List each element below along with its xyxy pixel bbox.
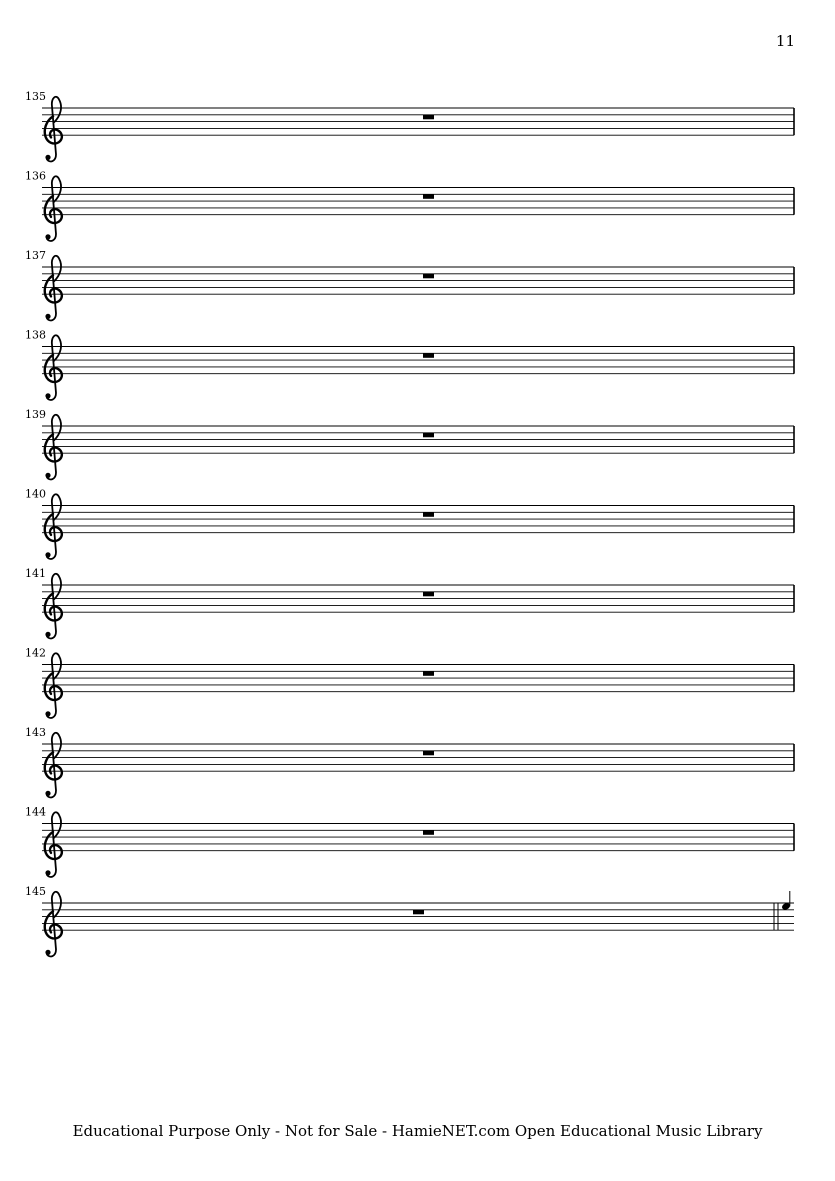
measure-number: 136 (25, 169, 46, 183)
whole-rest-icon (423, 433, 434, 438)
staff-lines (42, 347, 794, 374)
staff-system (25, 249, 794, 320)
treble-clef-icon (45, 812, 62, 877)
measure-number: 144 (25, 805, 46, 819)
whole-rest-icon (423, 274, 434, 279)
treble-clef-icon (45, 494, 62, 559)
whole-rest-icon (423, 194, 434, 199)
measure-number: 135 (25, 90, 46, 103)
treble-clef-icon (45, 653, 62, 718)
staff-lines (42, 426, 794, 453)
staff-lines (42, 188, 794, 215)
whole-rest-icon (423, 512, 434, 517)
treble-clef-icon (45, 733, 62, 798)
measure-number: 138 (25, 328, 46, 342)
staff-system (25, 408, 794, 479)
staff-lines (42, 267, 794, 294)
measure-number: 143 (25, 726, 46, 739)
treble-clef-icon (45, 256, 62, 321)
staff-lines (42, 665, 794, 692)
page-number: 11 (775, 32, 795, 50)
staff-lines (42, 585, 794, 612)
treble-clef-icon (45, 176, 62, 241)
whole-rest-icon (423, 115, 434, 120)
staff-system (25, 90, 794, 161)
whole-rest-icon (413, 910, 424, 915)
staff-system (25, 885, 794, 956)
staff-system (25, 488, 794, 559)
whole-rest-icon (423, 830, 434, 835)
whole-rest-icon (423, 353, 434, 358)
measure-number: 145 (25, 885, 46, 898)
staff-system (25, 647, 794, 718)
footer-text: Educational Purpose Only - Not for Sale - HamieNET.com Open Educational Music Library (72, 1122, 763, 1140)
whole-rest-icon (423, 671, 434, 676)
staff-lines (42, 903, 794, 930)
staff-lines (42, 824, 794, 851)
whole-rest-icon (423, 592, 434, 597)
staff-system (25, 806, 794, 877)
measure-number: 140 (25, 487, 46, 501)
whole-rest-icon (423, 751, 434, 756)
measure-number: 137 (25, 249, 46, 262)
treble-clef-icon (45, 97, 62, 162)
staff-lines (42, 506, 794, 533)
measure-number: 141 (25, 567, 46, 580)
staff-system (25, 170, 794, 241)
staff-system (25, 329, 794, 400)
treble-clef-icon (45, 574, 62, 639)
staff-system (25, 567, 794, 638)
staff-lines (42, 108, 794, 135)
measure-number: 139 (25, 408, 46, 421)
treble-clef-icon (45, 892, 62, 957)
staff-system (25, 726, 794, 797)
treble-clef-icon (45, 335, 62, 400)
measure-number: 142 (25, 646, 46, 660)
treble-clef-icon (45, 415, 62, 480)
staff-lines (42, 744, 794, 771)
